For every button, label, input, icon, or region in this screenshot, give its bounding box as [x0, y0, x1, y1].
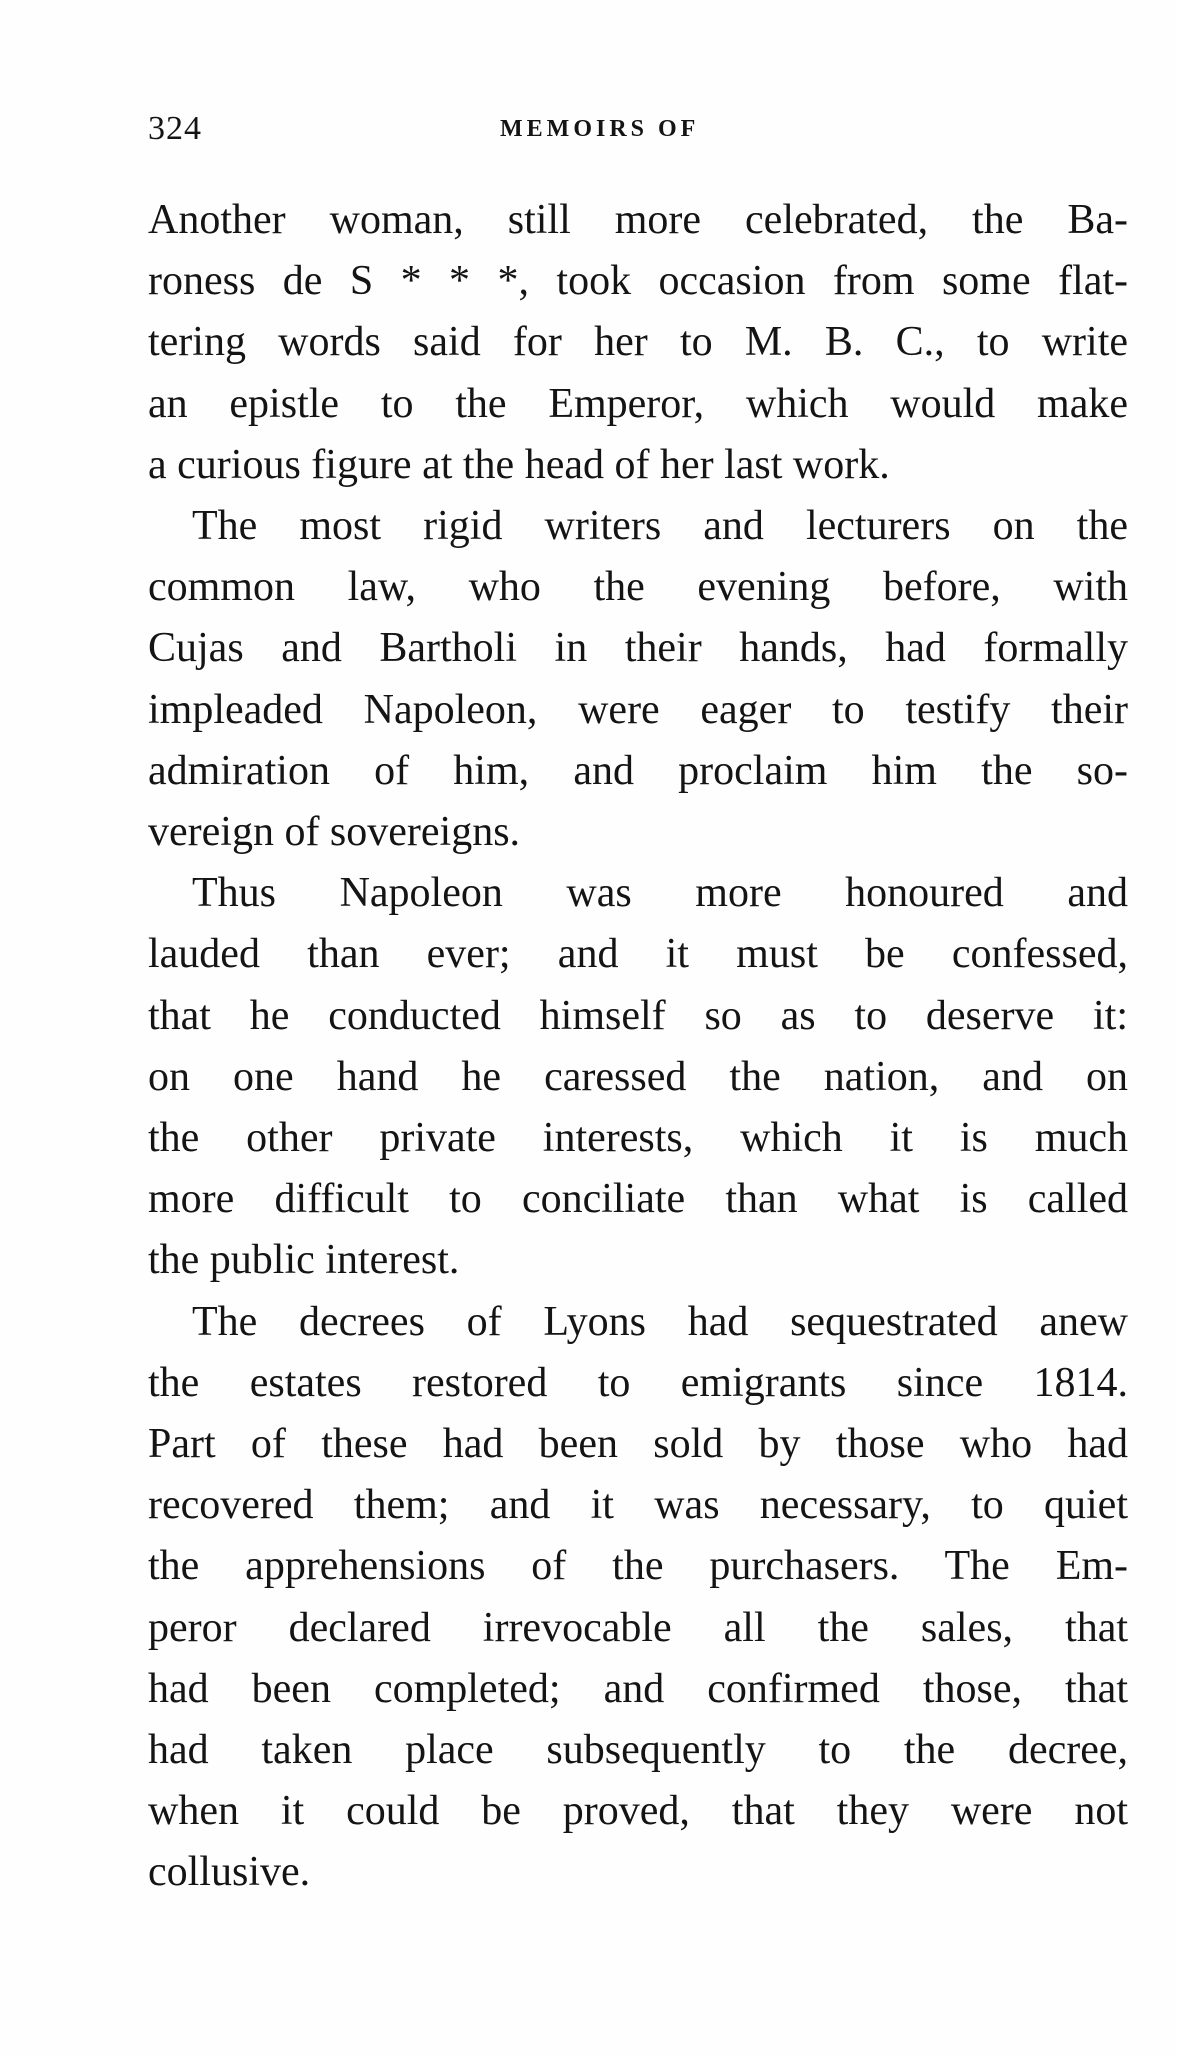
text-line: that he conducted himself so as to deserve it: — [148, 992, 1128, 1039]
text-line: The most rigid writers and lecturers on the — [192, 503, 1128, 550]
text-line: a curious figure at the head of her last work. — [148, 441, 890, 488]
text-line: the apprehensions of the purchasers. The Em- — [148, 1543, 1128, 1590]
page-number: 324 — [148, 110, 202, 147]
paragraph-4 — [148, 1292, 1128, 1904]
text-line: Another woman, still more celebrated, the Ba- — [148, 197, 1128, 243]
text-line: admiration of him, and proclaim him the so- — [148, 747, 1128, 794]
text-line: the other private interests, which it is much — [148, 1115, 1128, 1162]
text-line: collusive. — [148, 1849, 311, 1896]
paragraph-2 — [148, 496, 1128, 863]
text-line: peror declared irrevocable all the sales, that — [148, 1604, 1128, 1651]
body-text — [148, 190, 1128, 1904]
text-line: Cujas and Bartholi in their hands, had formally — [148, 625, 1128, 672]
text-line: impleaded Napoleon, were eager to testify their — [148, 686, 1128, 733]
text-line: when it could be proved, that they were not — [148, 1788, 1128, 1835]
running-head — [148, 110, 1048, 150]
text-line: more difficult to conciliate than what is called — [148, 1176, 1128, 1223]
text-line: an epistle to the Emperor, which would make — [148, 380, 1128, 427]
text-line: lauded than ever; and it must be confessed, — [148, 931, 1128, 978]
text-line: recovered them; and it was necessary, to quiet — [148, 1482, 1128, 1529]
text-line: Thus Napoleon was more honoured and — [192, 870, 1128, 917]
text-line: roness de S * * *, took occasion from some flat- — [148, 258, 1128, 305]
text-line: the public interest. — [148, 1237, 460, 1284]
text-line: The decrees of Lyons had sequestrated anew — [192, 1298, 1128, 1345]
paragraph-1 — [148, 190, 1128, 496]
text-line: had taken place subsequently to the decree, — [148, 1727, 1128, 1774]
text-line: tering words said for her to M. B. C., to write — [148, 319, 1128, 366]
paragraph-3 — [148, 863, 1128, 1291]
running-title: MEMOIRS OF — [500, 116, 700, 142]
text-line: Part of these had been sold by those who had — [148, 1421, 1128, 1468]
text-line: vereign of sovereigns. — [148, 809, 521, 856]
text-line: the estates restored to emigrants since 1814. — [148, 1359, 1128, 1406]
text-line: had been completed; and confirmed those, that — [148, 1665, 1128, 1712]
text-line: on one hand he caressed the nation, and on — [148, 1053, 1128, 1100]
text-line: common law, who the evening before, with — [148, 564, 1128, 611]
